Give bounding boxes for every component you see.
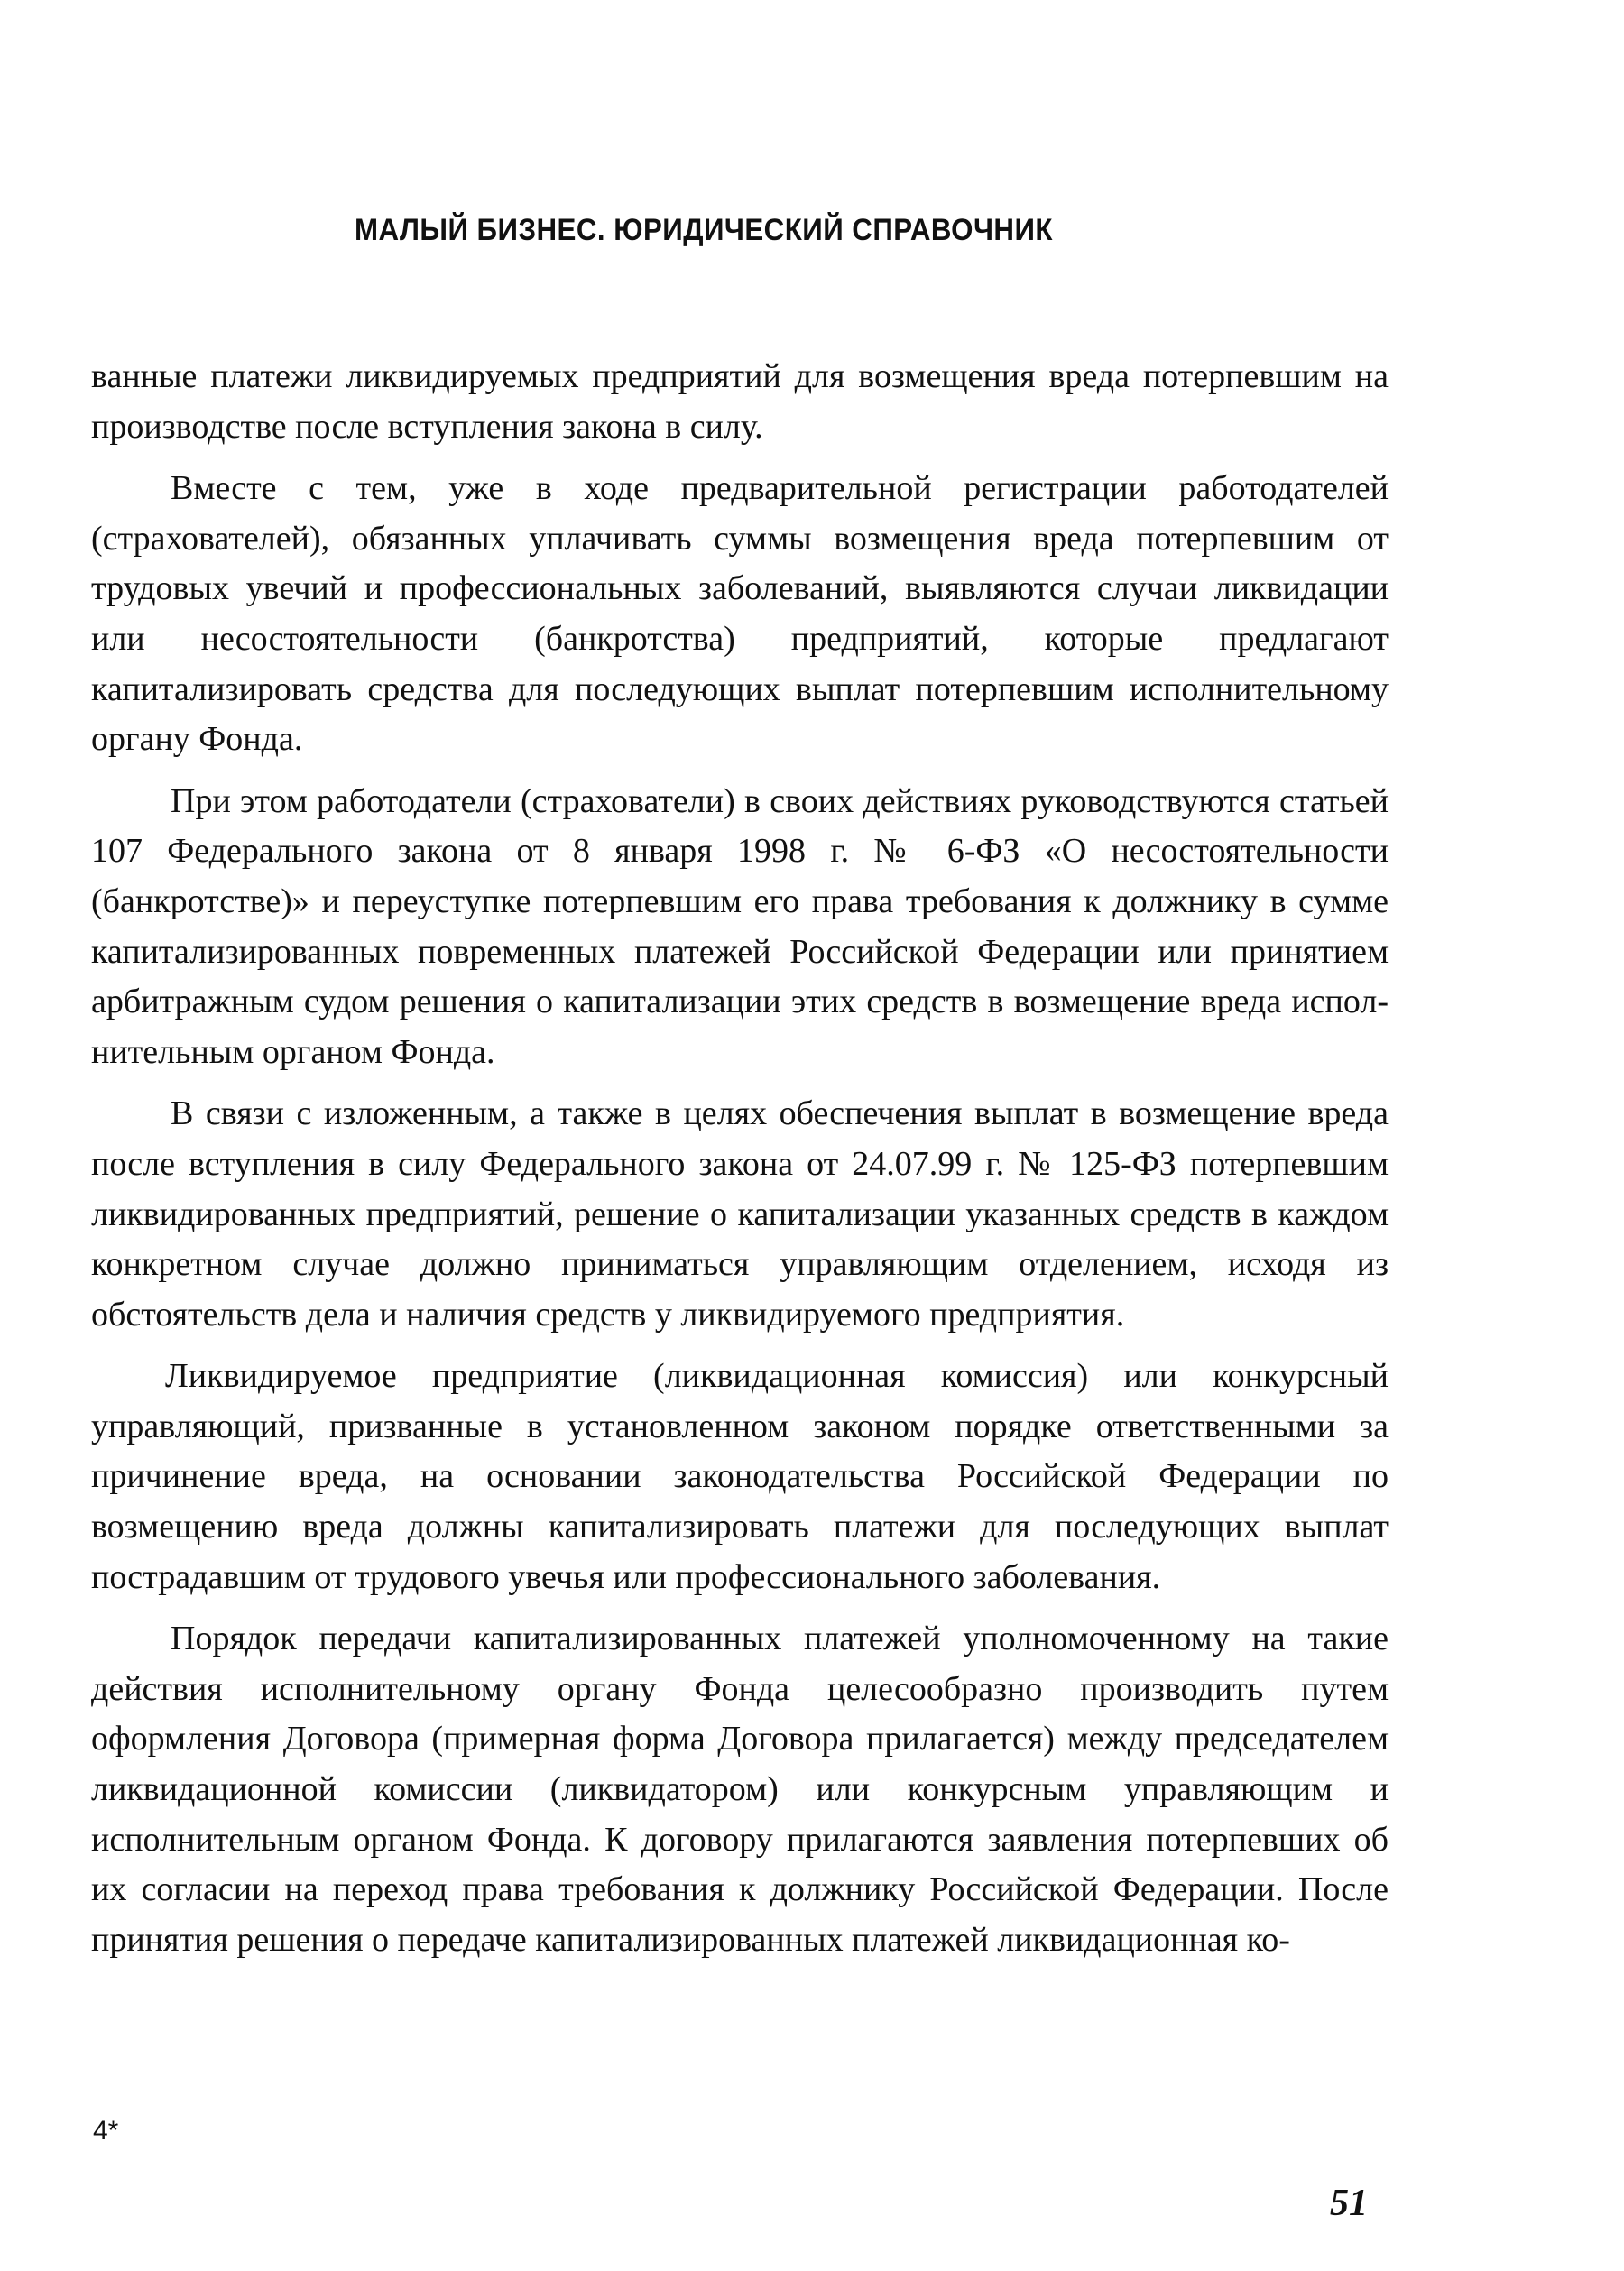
- body-text: [91, 352, 1389, 1965]
- page-number: 51: [1330, 2183, 1368, 2224]
- paragraph-5: Ликвидируемое предприятие (ликвидационная комиссия) или конкурсный управляющий, призванные в установленном законом порядке ответственными за причинение вреда, на основании законодательства Российской Федерации по возмещению вреда должны капитализировать платежи для последующих выплат пострадавшим от трудового увечья или профессионального заболевания.: [91, 1357, 1389, 1596]
- running-header: МАЛЫЙ БИЗНЕС. ЮРИДИЧЕСКИЙ СПРАВОЧНИК: [355, 213, 1053, 247]
- paragraph-6: Порядок передачи капитализированных платежей уполномоченному на такие действия исполнительному органу Фонда целесообразно производить путем оформления Договора (примерная форма Договора прилагается) между председателем ликвидационной комиссии (ликвидатором) или конкурсным управляющим и исполнительным органом Фонда. К договору прилагаются заявления потерпевших об их согласии на переход права требования к должнику Российской Федерации. После принятия решения о передаче капитализированных платежей ликвидационная ко-: [91, 1620, 1389, 1959]
- paragraph-4: В связи с изложенным, а также в целях обеспечения выплат в возмещение вреда после вступления в силу Федерального закона от 24.07.99 г. № 125-ФЗ потерпевшим ликвидированных предприятий, решение о капитализации указанных средств в каждом конкретном случае должно приниматься управляющим отделением, исходя из обстоятельств дела и наличия средств у ликвидируемого предприятия.: [91, 1094, 1389, 1334]
- signature-mark: 4*: [93, 2116, 119, 2146]
- paragraph-3: При этом работодатели (страхователи) в своих действиях руководствуются статьей 107 Федерального закона от 8 января 1998 г. № 6-ФЗ «О несостоятельности (банкротстве)» и переуступке потерпевшим его права требования к должнику в сумме капитализированных повременных платежей Российской Федерации или принятием арбитражным судом решения о капитализации этих средств в возмещение вреда исполнительным органом Фонда.: [91, 781, 1389, 1071]
- paragraph-1: ванные платежи ликвидируемых предприятий для возмещения вреда потерпевшим на производстве после вступления закона в силу.: [91, 357, 1389, 446]
- paragraph-2: Вместе с тем, уже в ходе предварительной регистрации работодателей (страхователей), обязанных уплачивать суммы возмещения вреда потерпевшим от трудовых увечий и профессиональных заболеваний, выявляются случаи ликвидации или несостоятельности (банкротства) предприятий, которые предлагают капитализировать средства для последующих выплат потерпевшим исполнительному органу Фонда.: [91, 469, 1389, 759]
